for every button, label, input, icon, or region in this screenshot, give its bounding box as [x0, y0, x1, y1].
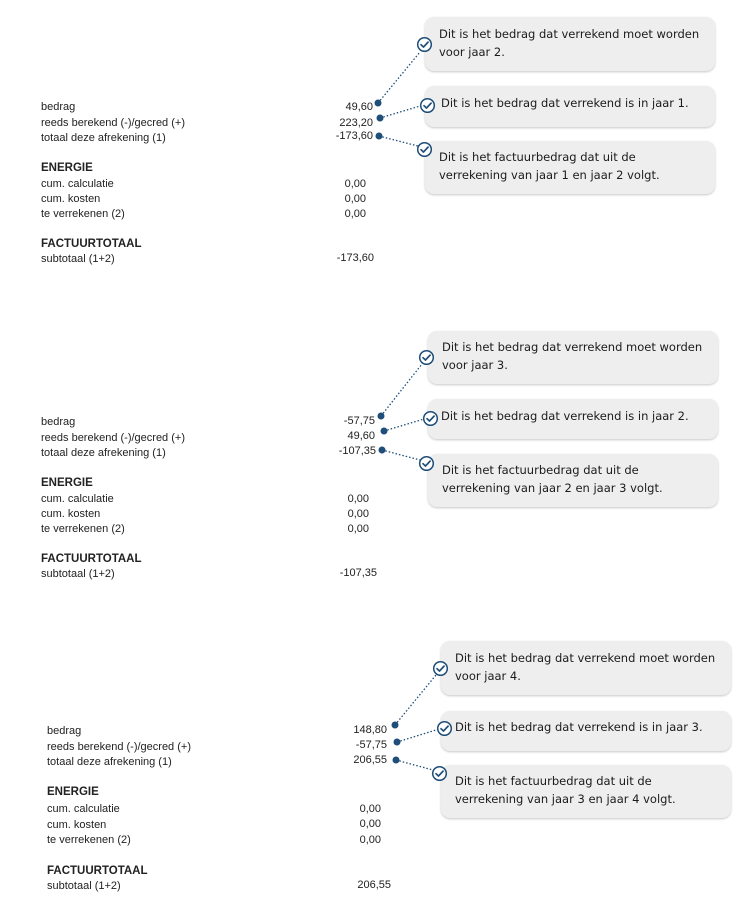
label-reeds-berekend: reeds berekend (-)/gecred (+)	[41, 432, 185, 444]
value-cum-kosten: 0,00	[359, 818, 381, 830]
label-subtotaal: subtotaal (1+2)	[47, 880, 121, 892]
connector-line	[384, 419, 424, 431]
label-bedrag: bedrag	[41, 416, 76, 428]
callout-totaal	[441, 765, 731, 818]
label-bedrag: bedrag	[47, 725, 82, 737]
check-circle-icon	[418, 349, 435, 366]
check-circle-icon	[419, 97, 436, 114]
label-subtotaal: subtotaal (1+2)	[41, 253, 115, 265]
value-totaal: -107,35	[338, 445, 376, 457]
label-reeds-berekend: reeds berekend (-)/gecred (+)	[41, 117, 185, 129]
connector-line	[382, 450, 420, 460]
value-bedrag: -57,75	[343, 415, 375, 427]
check-circle-icon	[418, 455, 435, 472]
heading-energie: ENERGIE	[41, 162, 93, 174]
label-cum-kosten: cum. kosten	[41, 193, 101, 205]
label-cum-calculatie: cum. calculatie	[41, 493, 114, 505]
label-cum-calculatie: cum. calculatie	[41, 178, 114, 190]
callout-text: Dit is het bedrag dat verrekend moet worden voor jaar 3.	[442, 340, 703, 372]
value-bedrag: 148,80	[353, 724, 387, 736]
check-circle-icon	[416, 36, 433, 53]
callout-text: Dit is het factuurbedrag dat uit de verrekening van jaar 2 en jaar 3 volgt.	[442, 463, 663, 495]
connector-line	[378, 52, 420, 103]
value-reeds-berekend: -57,75	[355, 739, 387, 751]
callout-totaal	[428, 454, 718, 507]
callout-text: Dit is het bedrag dat verrekend is in jaar 2.	[441, 409, 689, 423]
label-totaal: totaal deze afrekening (1)	[41, 447, 166, 459]
connector-line	[397, 730, 436, 742]
value-subtotaal: 206,55	[357, 879, 391, 891]
heading-energie: ENERGIE	[41, 477, 93, 489]
connector-line	[380, 106, 420, 118]
label-totaal: totaal deze afrekening (1)	[41, 132, 166, 144]
check-circle-icon	[422, 410, 439, 427]
connector-line	[395, 675, 436, 725]
connector-line	[396, 760, 433, 770]
value-cum-calculatie: 0,00	[347, 493, 369, 505]
check-circle-icon	[436, 720, 453, 737]
label-bedrag: bedrag	[41, 101, 76, 113]
callout-bedrag	[428, 331, 718, 384]
label-te-verrekenen: te verrekenen (2)	[41, 208, 125, 220]
value-te-verrekenen: 0,00	[347, 523, 369, 535]
callout-text: Dit is het bedrag dat verrekend moet worden voor jaar 2.	[439, 27, 700, 59]
label-reeds-berekend: reeds berekend (-)/gecred (+)	[47, 741, 191, 753]
label-totaal: totaal deze afrekening (1)	[47, 756, 172, 768]
label-te-verrekenen: te verrekenen (2)	[41, 523, 125, 535]
check-circle-icon	[432, 660, 449, 677]
callout-text: Dit is het factuurbedrag dat uit de verrekening van jaar 3 en jaar 4 volgt.	[455, 774, 676, 806]
label-te-verrekenen: te verrekenen (2)	[47, 834, 131, 846]
label-cum-calculatie: cum. calculatie	[47, 803, 120, 815]
label-subtotaal: subtotaal (1+2)	[41, 568, 115, 580]
value-cum-calculatie: 0,00	[344, 178, 366, 190]
callout-reeds-berekend	[428, 399, 718, 439]
value-reeds-berekend: 223,20	[339, 117, 373, 129]
callout-text: Dit is het bedrag dat verrekend moet worden voor jaar 4.	[455, 651, 716, 683]
callout-totaal	[425, 141, 715, 194]
connector-line	[379, 136, 418, 146]
heading-factuurtotaal: FACTUURTOTAAL	[41, 238, 142, 250]
callout-bedrag	[441, 641, 731, 695]
value-cum-kosten: 0,00	[344, 193, 366, 205]
callout-text: Dit is het factuurbedrag dat uit de verrekening van jaar 1 en jaar 2 volgt.	[439, 150, 660, 182]
check-circle-icon	[431, 765, 448, 782]
value-subtotaal: -173,60	[336, 252, 374, 264]
callout-bedrag	[425, 17, 715, 71]
label-cum-kosten: cum. kosten	[47, 819, 107, 831]
value-cum-kosten: 0,00	[347, 508, 369, 520]
value-te-verrekenen: 0,00	[344, 208, 366, 220]
callout-text: Dit is het bedrag dat verrekend is in jaar 3.	[455, 720, 703, 734]
callout-reeds-berekend	[425, 86, 715, 127]
value-te-verrekenen: 0,00	[359, 834, 381, 846]
heading-factuurtotaal: FACTUURTOTAAL	[41, 553, 142, 565]
value-cum-calculatie: 0,00	[359, 803, 381, 815]
value-subtotaal: -107,35	[339, 567, 377, 579]
label-cum-kosten: cum. kosten	[41, 508, 101, 520]
callout-text: Dit is het bedrag dat verrekend is in jaar 1.	[441, 96, 689, 110]
heading-energie: ENERGIE	[47, 786, 99, 798]
check-circle-icon	[416, 141, 433, 158]
connector-line	[381, 364, 422, 416]
callout-reeds-berekend	[441, 711, 731, 751]
value-reeds-berekend: 49,60	[347, 430, 375, 442]
heading-factuurtotaal: FACTUURTOTAAL	[47, 865, 148, 877]
value-totaal: 206,55	[353, 754, 387, 766]
value-totaal: -173,60	[335, 130, 373, 142]
value-bedrag: 49,60	[345, 101, 373, 113]
